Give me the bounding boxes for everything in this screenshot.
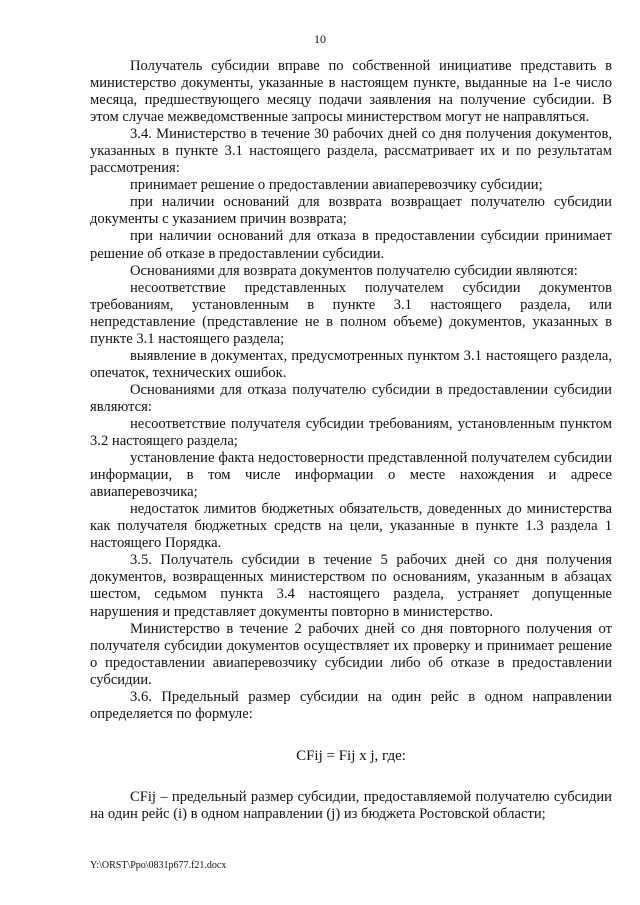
subsidy-formula: CFij = Fij x j, где:	[296, 747, 406, 764]
paragraph-return-ground-mismatch: несоответствие представленных получателем субсидии документов требованиям, установленным в пункте 3.1 настоящего раздела, или непредставление (представление не в полном объеме) документов, указанных в пункте 3.1 настоящего раздела;	[90, 279, 612, 347]
page-number: 10	[314, 32, 326, 46]
paragraph-cfij-definition: CFij – предельный размер субсидии, предоставляемой получателю субсидии на один рейс (i) в одном направлении (j) из бюджета Ростовской области;	[90, 788, 612, 822]
paragraph-3-4: 3.4. Министерство в течение 30 рабочих дней со дня получения документов, указанных в пункте 3.1 настоящего раздела, рассматривает их и по результатам рассмотрения:	[90, 126, 612, 177]
paragraph-refusal-ground-false-info: установление факта недостоверности представленной получателем субсидии информации, в том числе информации о месте нахождения и адресе авиаперевозчика;	[90, 450, 612, 501]
paragraph-refusal-grounds-heading: Основаниями для отказа получателю субсидии в предоставлении субсидии являются:	[90, 381, 612, 415]
paragraph-repeat-check: Министерство в течение 2 рабочих дней со дня повторного получения от получателя субсидии документов осуществляет их проверку и принимает решение о предоставлении авиаперевозчику субсидии либо об отказе в предоставлении субсидии.	[90, 620, 612, 688]
paragraph-refusal-decision: при наличии оснований для отказа в предоставлении субсидии принимает решение об отказе в предоставлении субсидии.	[90, 228, 612, 262]
document-body	[90, 58, 612, 823]
footer-file-path: Y:\ORST\Ppo\0831p677.f21.docx	[90, 860, 227, 871]
paragraph-own-initiative: Получатель субсидии вправе по собственной инициативе представить в министерство документы, указанные в настоящем пункте, выданные на 1-е число месяца, предшествующего месяцу подачи заявления на получение субсидии. В этом случае межведомственные запросы министерством могут не направляться.	[90, 58, 612, 126]
paragraph-3-5: 3.5. Получатель субсидии в течение 5 рабочих дней со дня получения документов, возвращенных министерством по основаниям, указанным в абзацах шестом, седьмом пункта 3.4 настоящего раздела, устраняет допущенные нарушения и представляет документы повторно в министерство.	[90, 552, 612, 620]
paragraph-return-ground-typos: выявление в документах, предусмотренных пунктом 3.1 настоящего раздела, опечаток, технических ошибок.	[90, 347, 612, 381]
paragraph-refusal-ground-requirements: несоответствие получателя субсидии требованиям, установленным пунктом 3.2 настоящего раздела;	[90, 415, 612, 450]
paragraph-decision-grant: принимает решение о предоставлении авиаперевозчику субсидии;	[130, 177, 543, 194]
paragraph-return-documents: при наличии оснований для возврата возвращает получателю субсидии документы с указанием причин возврата;	[90, 194, 612, 228]
paragraph-refusal-ground-limits: недостаток лимитов бюджетных обязательств, доведенных до министерства как получателя бюджетных средств на цели, указанные в пункте 1.3 раздела 1 настоящего Порядка.	[90, 501, 612, 552]
paragraph-return-grounds-heading: Основаниями для возврата документов получателю субсидии являются:	[130, 262, 578, 279]
paragraph-3-6: 3.6. Предельный размер субсидии на один рейс в одном направлении определяется по формуле:	[90, 688, 612, 722]
